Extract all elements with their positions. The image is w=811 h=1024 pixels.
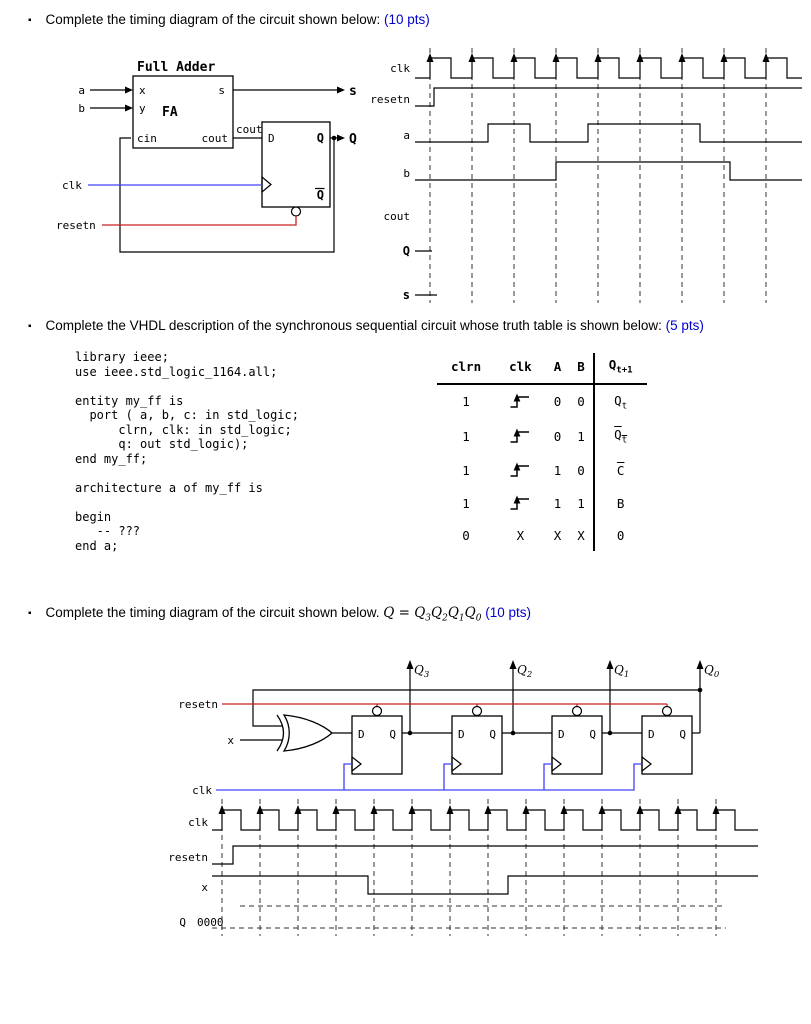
- bullet-icon: ▪: [28, 15, 32, 26]
- q1-sub: 1: [623, 670, 630, 680]
- truth-table-cell: $\overline{C}$: [594, 454, 647, 487]
- q-output-taps: [407, 660, 720, 735]
- col-b: B: [569, 353, 594, 384]
- fa-pin-cin: cin: [137, 132, 157, 145]
- resetn-net: [56, 216, 296, 232]
- truth-table-row: [437, 454, 647, 487]
- question-3-text: [46, 605, 531, 624]
- q3-base: Q: [414, 663, 424, 677]
- d-flipflop: [262, 122, 330, 216]
- rising-edge-cell: [495, 487, 546, 520]
- resetn-label: resetn: [178, 698, 218, 711]
- fa-pin-x: x: [139, 84, 146, 97]
- points-badge: (10 pts): [383, 12, 430, 27]
- input-b-label: b: [78, 102, 85, 115]
- timing1-waveforms: [415, 58, 802, 295]
- q0-base: Q: [704, 663, 714, 677]
- rising-edge-icon: [509, 495, 531, 512]
- xor-input-arc: [277, 715, 284, 751]
- arrow-icon: [510, 660, 517, 669]
- signal-label-s: s: [402, 288, 410, 302]
- rising-edge-icon: [509, 462, 531, 479]
- truth-table-cell: 1: [553, 495, 562, 511]
- signal-label-q: Q: [402, 244, 410, 258]
- truth-table: [437, 353, 647, 551]
- resetn-waveform: [212, 846, 758, 864]
- clear-bubble-icon: [373, 707, 382, 716]
- truth-table-cell: 1: [462, 428, 470, 444]
- clock-triangle-icon: [642, 757, 651, 771]
- q3-label: [414, 663, 429, 680]
- timing1-signal-labels: [370, 62, 410, 302]
- resetn-wire: [102, 216, 296, 225]
- reset-bubble-icon: [292, 207, 301, 216]
- q0-sub: 0: [713, 670, 720, 680]
- question-3-label: Complete the timing diagram of the circuit shown below.: [45, 605, 380, 620]
- cout-wire-label: cout: [236, 123, 263, 136]
- clk-wire: [216, 764, 642, 790]
- truth-table-header-row: [437, 353, 647, 384]
- fa-pin-y: y: [139, 102, 146, 115]
- q2-label: [517, 663, 532, 680]
- col-qt1: $Q_{t+1}$: [594, 353, 647, 384]
- clear-bubble-icon: [663, 707, 672, 716]
- shift-register-circuit-diagram: [150, 655, 790, 797]
- truth-table-cell: 1: [462, 462, 470, 478]
- q1-base: Q: [614, 663, 624, 677]
- bullet-icon: ▪: [28, 321, 32, 332]
- signal-label-clk: clk: [390, 62, 410, 75]
- signal-label-x: x: [201, 881, 208, 894]
- arrow-icon: [125, 105, 133, 112]
- truth-table-cell: 0: [462, 527, 470, 543]
- truth-table-cell: B: [594, 487, 647, 520]
- q2-sub: 2: [526, 670, 533, 680]
- x-waveform: [212, 876, 758, 894]
- dff-d-label: D: [458, 728, 465, 741]
- truth-table-cell: $Q_t$: [594, 419, 647, 454]
- arrow-icon: [607, 660, 614, 669]
- question-2-text: [46, 318, 704, 333]
- dff-qbar-label: Q: [316, 188, 324, 202]
- s-output-label: s: [349, 84, 357, 99]
- truth-table-row: [437, 384, 647, 420]
- truth-table-cell: X: [516, 527, 525, 543]
- arrow-icon: [337, 87, 345, 94]
- points-badge: (5 pts): [665, 318, 704, 333]
- dff-d-label: D: [268, 132, 275, 145]
- points-badge: (10 pts): [485, 605, 531, 620]
- truth-table-cell: 1: [577, 495, 585, 511]
- input-a-label: a: [78, 84, 85, 97]
- resetn-net: [178, 698, 667, 711]
- question-1-heading: [28, 12, 430, 27]
- arrow-icon: [697, 660, 704, 669]
- clock-edge-gridlines: [427, 48, 770, 303]
- question-2-label: Complete the VHDL description of the synchronous sequential circuit whose truth table is shown below:: [45, 318, 662, 333]
- clock-triangle-icon: [352, 757, 361, 771]
- dff-d-label: D: [648, 728, 655, 741]
- question-2-heading: [28, 318, 704, 333]
- q-bus-value: 0000: [197, 916, 224, 929]
- truth-table-cell: 0: [553, 394, 562, 410]
- s-output: [233, 84, 357, 99]
- truth-table-cell: 1: [553, 462, 562, 478]
- timing2-signal-labels: [168, 816, 223, 929]
- timing-diagram-2: [150, 798, 800, 943]
- q0-label: [704, 663, 720, 680]
- arrow-icon: [337, 135, 345, 142]
- q-output-label: Q: [349, 132, 357, 147]
- dff-q-label: Q: [316, 131, 324, 145]
- cout-wire: [233, 123, 263, 138]
- clock-triangle-icon: [452, 757, 461, 771]
- q-bus-formula: $Q = Q_3Q_2Q_1Q_0$: [383, 605, 482, 624]
- dff-stage-2: [452, 707, 502, 775]
- arrow-icon: [407, 660, 414, 669]
- xor-body: [284, 715, 332, 751]
- col-a: A: [546, 353, 570, 384]
- bullet-icon: ▪: [28, 608, 32, 619]
- rising-edge-cell: [495, 454, 546, 487]
- truth-table-cell: X: [553, 527, 562, 543]
- dff-d-label: D: [558, 728, 565, 741]
- rising-edge-icon: [509, 428, 531, 445]
- truth-table-body: [437, 384, 647, 551]
- question-1-text: [46, 12, 430, 27]
- signal-label-cout: cout: [383, 210, 410, 223]
- clock-triangle-icon: [552, 757, 561, 771]
- signal-label-resetn: resetn: [168, 851, 208, 864]
- truth-table-cell: 1: [462, 495, 470, 511]
- truth-table-cell: 1: [577, 428, 585, 444]
- truth-table-cell: X: [577, 527, 585, 543]
- clk-label: clk: [62, 179, 82, 192]
- truth-table-row: [437, 520, 647, 551]
- fa-block: [133, 60, 233, 148]
- input-b: [78, 102, 133, 115]
- clock-triangle-icon: [262, 177, 271, 192]
- clk-net: [192, 764, 642, 797]
- col-clk: clk: [495, 353, 546, 384]
- junction-dot: [332, 136, 337, 141]
- signal-label-clk: clk: [188, 816, 208, 829]
- question-3-heading: [28, 605, 531, 624]
- xor-gate: [277, 715, 332, 751]
- resetn-waveform: [415, 88, 802, 106]
- truth-table-cell: 1: [462, 394, 470, 410]
- truth-table-cell: 0: [577, 462, 585, 478]
- dff-stage-1: [552, 707, 602, 775]
- signal-label-q: Q: [179, 916, 186, 929]
- fa-pin-cout: cout: [201, 132, 228, 145]
- clear-bubble-icon: [573, 707, 582, 716]
- b-waveform: [415, 162, 802, 180]
- arrow-icon: [125, 87, 133, 94]
- truth-table-cell: 0: [577, 394, 585, 410]
- truth-table-row: [437, 419, 647, 454]
- dff-d-label: D: [358, 728, 365, 741]
- clear-bubble-icon: [473, 707, 482, 716]
- clk-net: [62, 179, 262, 192]
- q3-sub: 3: [423, 670, 430, 680]
- dff-stage-0: [642, 707, 692, 775]
- fa-label: FA: [162, 105, 178, 120]
- dff-q-label: Q: [489, 728, 496, 741]
- dff-q-label: Q: [389, 728, 396, 741]
- q1-label: [614, 663, 629, 680]
- rising-edge-cell: [495, 419, 546, 454]
- wire-segment: [120, 138, 334, 252]
- timing2-waveforms: [212, 810, 758, 928]
- x-input: [227, 734, 282, 747]
- dff-q-label: Q: [589, 728, 596, 741]
- feedback-wire: [120, 136, 336, 252]
- input-a: [78, 84, 133, 97]
- rising-edge-icon: [509, 393, 531, 410]
- fa-title: Full Adder: [137, 60, 216, 75]
- rising-edge-cell: [495, 384, 546, 420]
- full-adder-circuit-diagram: [40, 55, 370, 270]
- a-waveform: [415, 124, 802, 142]
- clk-label: clk: [192, 784, 212, 797]
- resetn-label: resetn: [56, 219, 96, 232]
- signal-label-b: b: [403, 167, 410, 180]
- truth-table-cell: $Q_t$: [594, 384, 647, 420]
- fa-pin-s: s: [218, 84, 225, 97]
- signal-label-a: a: [403, 129, 410, 142]
- truth-table-row: [437, 487, 647, 520]
- q2-base: Q: [517, 663, 527, 677]
- x-input-label: x: [227, 734, 234, 747]
- vhdl-code-block: library ieee; use ieee.std_logic_1164.all; entity my_ff is port ( a, b, c: in std_logic; clrn, clk: in std_logic; q: out std_logic); end my_ff; architecture a of my_ff is begin -- ??? end a;: [75, 350, 299, 553]
- timing-diagram-1: [370, 42, 807, 310]
- truth-table-cell: 0: [594, 520, 647, 551]
- truth-table-cell: 0: [553, 428, 562, 444]
- signal-label-resetn: resetn: [370, 93, 410, 106]
- col-clrn: clrn: [437, 353, 495, 384]
- dff-q-label: Q: [679, 728, 686, 741]
- question-1-label: Complete the timing diagram of the circuit shown below:: [45, 12, 381, 27]
- dff-stage-3: [352, 707, 402, 775]
